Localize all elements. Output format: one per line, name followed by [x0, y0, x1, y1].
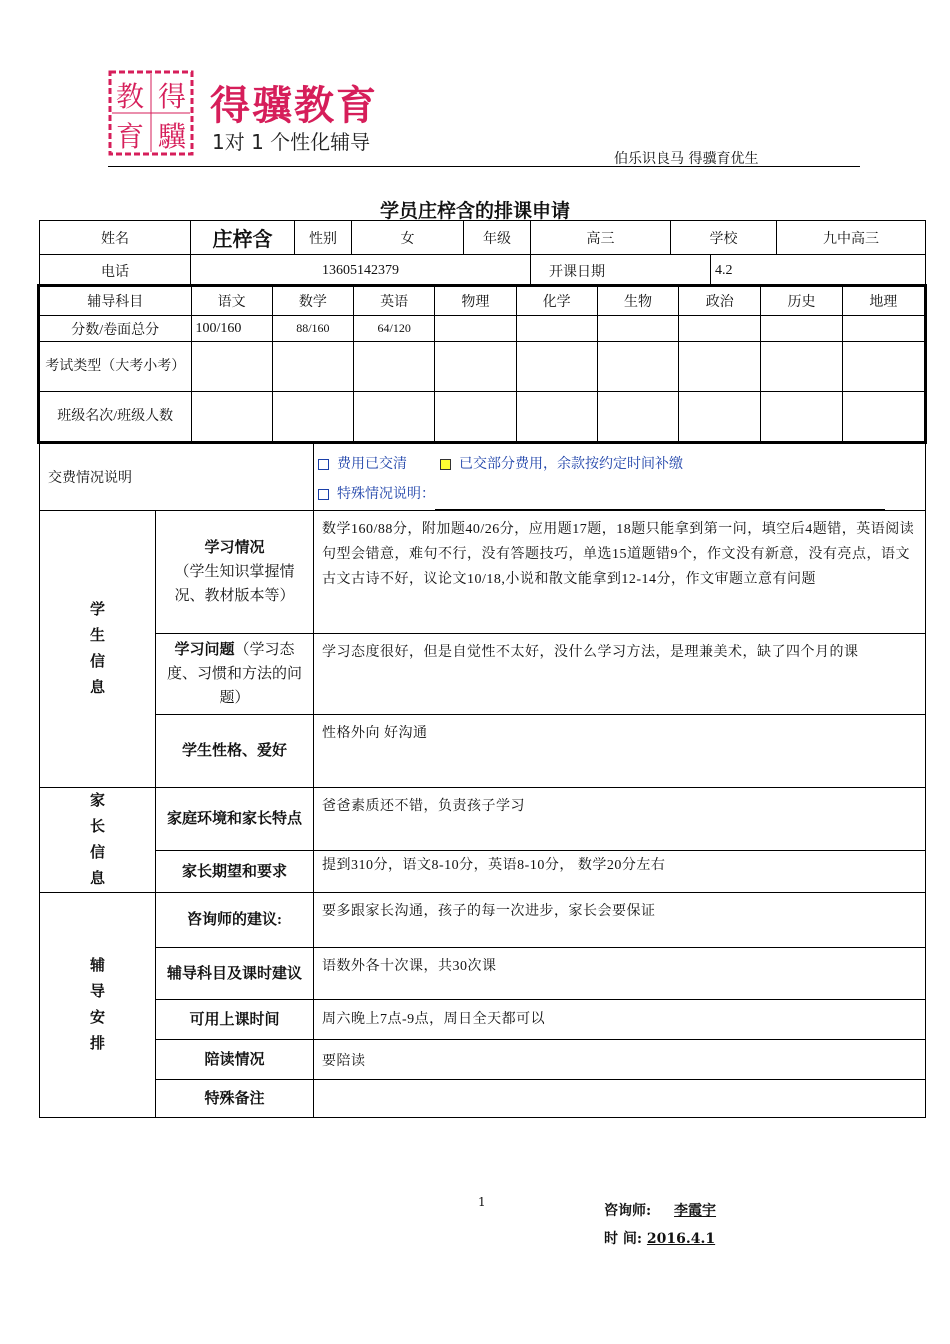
accompany-label: 陪读情况 [156, 1040, 314, 1080]
motto: 伯乐识良马 得骥育优生 [614, 151, 759, 167]
subject-name: 数学 [272, 287, 353, 316]
fee-option-special[interactable]: 特殊情况说明： [318, 480, 921, 510]
score-cell [435, 316, 516, 342]
family-env-label: 家庭环境和家长特点 [156, 788, 314, 851]
empty-cell [516, 392, 597, 442]
empty-cell [679, 392, 761, 442]
subject-name: 物理 [435, 287, 516, 316]
header-divider [108, 166, 860, 167]
brand-name: 得骥教育 [210, 83, 378, 129]
study-text: 数学160/88分，附加题40/26分，应用题17题，18题只能拿到第一问，填空后4题错，英语阅读句型会错意，难句不行，没有答题技巧，单选15道题错9个，作文没有新意，没有亮点，语文古文古诗不好，议论文10/18,小说和散文能拿到12-14分，作文审题立意有问题 [314, 511, 926, 634]
subject-name: 政治 [679, 287, 761, 316]
svg-text:驥: 驥 [157, 120, 187, 153]
svg-text:育: 育 [115, 120, 145, 153]
student-name: 庄梓含 [191, 221, 295, 255]
arrangement-section: 辅导安排 [40, 893, 156, 1118]
gender-label: 性别 [295, 221, 352, 255]
empty-cell [597, 392, 678, 442]
empty-cell [272, 392, 353, 442]
school-label: 学校 [671, 221, 777, 255]
start-date-label: 开课日期 [531, 255, 711, 287]
empty-cell [435, 342, 516, 392]
empty-cell [191, 392, 272, 442]
name-label: 姓名 [40, 221, 191, 255]
school-value: 九中高三 [777, 221, 926, 255]
empty-cell [761, 342, 842, 392]
start-date-value: 4.2 [711, 255, 926, 287]
problem-label-cell: 学习问题（学习态度、习惯和方法的问题） [156, 634, 314, 715]
subject-name: 地理 [842, 287, 924, 316]
plan-text: 语数外各十次课，共30次课 [314, 948, 926, 1000]
family-env-text: 爸爸素质还不错，负责孩子学习 [314, 788, 926, 851]
empty-cell [354, 392, 435, 442]
study-label-cell: 学习情况 （学生知识掌握情况、教材版本等） [156, 511, 314, 634]
class-rank-label: 班级名次/班级人数 [40, 392, 192, 442]
phone-value: 13605142379 [191, 255, 531, 287]
basic-info-table [39, 220, 926, 287]
subject-name: 英语 [354, 287, 435, 316]
subject-name: 生物 [597, 287, 678, 316]
score-cell: 88/160 [272, 316, 353, 342]
subject-name: 历史 [761, 287, 842, 316]
score-label: 分数/卷面总分 [40, 316, 192, 342]
score-cell: 64/120 [354, 316, 435, 342]
empty-cell [761, 392, 842, 442]
fee-options [314, 444, 926, 511]
checkbox-checked-icon[interactable] [440, 459, 451, 470]
logo-seal-icon [108, 70, 194, 156]
brand-tagline: 1对 1 个性化辅导 [212, 130, 371, 154]
parent-expectation-label: 家长期望和要求 [156, 851, 314, 893]
empty-cell [842, 342, 924, 392]
empty-cell [679, 342, 761, 392]
score-cell [842, 316, 924, 342]
checkbox-icon[interactable] [318, 489, 329, 500]
available-time-label: 可用上课时间 [156, 1000, 314, 1040]
empty-cell [842, 392, 924, 442]
info-table [39, 443, 926, 1118]
consultant-name: 李霞宇 [674, 1203, 717, 1219]
fee-label: 交费情况说明 [40, 444, 314, 511]
advice-text: 要多跟家长沟通，孩子的每一次进步，家长会要保证 [314, 893, 926, 948]
empty-cell [272, 342, 353, 392]
plan-label: 辅导科目及课时建议 [156, 948, 314, 1000]
subject-name: 化学 [516, 287, 597, 316]
grade-value: 高三 [531, 221, 671, 255]
student-info-section: 学生信息 [40, 511, 156, 788]
empty-cell [354, 342, 435, 392]
score-cell [679, 316, 761, 342]
svg-text:教: 教 [115, 80, 145, 113]
special-note-line[interactable] [435, 496, 885, 510]
grade-label: 年级 [464, 221, 531, 255]
page-number: 1 [478, 1195, 486, 1209]
exam-type-label: 考试类型（大考小考） [40, 342, 192, 392]
parent-expectation-text: 提到310分，语文8-10分，英语8-10分， 数学20分左右 [314, 851, 926, 893]
personality-label: 学生性格、爱好 [156, 715, 314, 788]
special-note-label: 特殊备注 [156, 1080, 314, 1118]
problem-text: 学习态度很好，但是自觉性不太好，没什么学习方法，是理兼美术，缺了四个月的课 [314, 634, 926, 715]
accompany-text: 要陪读 [314, 1040, 926, 1080]
consultant-line: 咨询师: 李霞宇 [604, 1203, 717, 1219]
available-time-text: 周六晚上7点-9点，周日全天都可以 [314, 1000, 926, 1040]
date-line: 时 间: 2016.4.1 [604, 1231, 716, 1247]
score-cell [516, 316, 597, 342]
subject-name: 语文 [191, 287, 272, 316]
subject-header-label: 辅导科目 [40, 287, 192, 316]
fee-option-paid[interactable]: 费用已交清 已交部分费用，余款按约定时间补缴 [318, 450, 921, 480]
empty-cell [191, 342, 272, 392]
special-note-text [314, 1080, 926, 1118]
phone-label: 电话 [40, 255, 191, 287]
empty-cell [597, 342, 678, 392]
empty-cell [435, 392, 516, 442]
svg-text:得: 得 [157, 80, 187, 113]
empty-cell [516, 342, 597, 392]
logo [108, 70, 194, 156]
personality-text: 性格外向 好沟通 [314, 715, 926, 788]
score-cell [597, 316, 678, 342]
advice-label: 咨询师的建议: [156, 893, 314, 948]
score-cell [761, 316, 842, 342]
application-date: 2016.4.1 [646, 1231, 716, 1247]
page-title: 学员庄梓含的排课申请 [379, 200, 570, 222]
subjects-table [39, 286, 925, 442]
checkbox-icon[interactable] [318, 459, 329, 470]
gender-value: 女 [352, 221, 464, 255]
parent-info-section: 家长信息 [40, 788, 156, 893]
score-cell: 100/160 [191, 316, 272, 342]
